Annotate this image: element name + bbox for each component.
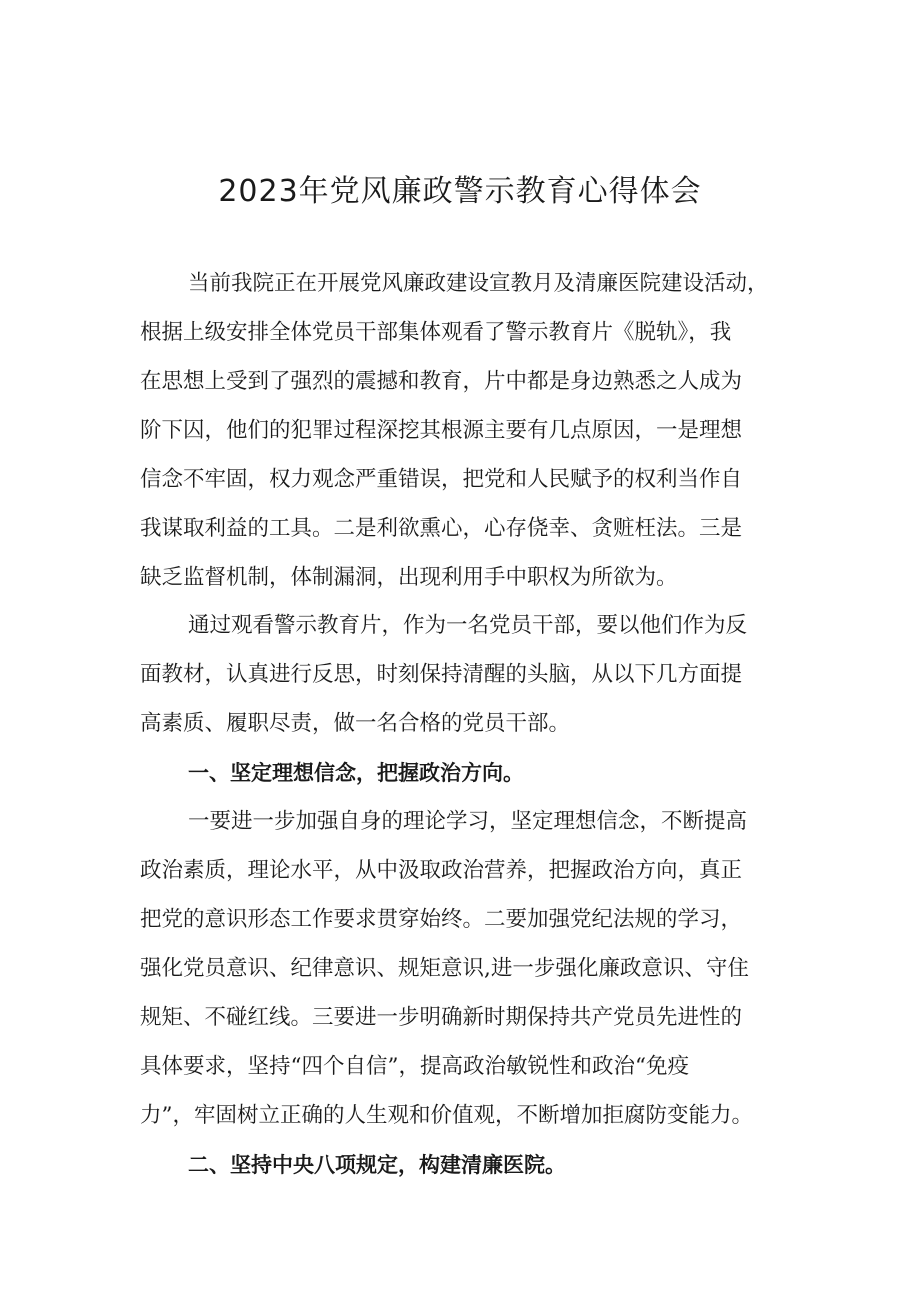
paragraph-line: 规矩、不碰红线。三要进一步明确新时期保持共产党员先进性的 xyxy=(140,1005,743,1030)
paragraph-line: 我谋取利益的工具。二是利欲熏心，心存侥幸、贪赃枉法。三是 xyxy=(140,516,743,541)
paragraph-line: 通过观看警示教育片，作为一名党员干部，要以他们作为反 xyxy=(188,613,748,638)
paragraph-line: 把党的意识形态工作要求贯穿始终。二要加强党纪法规的学习， xyxy=(140,907,743,932)
paragraph-line: 缺乏监督机制，体制漏洞，出现利用手中职权为所欲为。 xyxy=(140,565,678,590)
paragraph-line: 政治素质，理论水平，从中汲取政治营养，把握政治方向，真正 xyxy=(140,858,743,883)
paragraph-line: 阶下囚，他们的犯罪过程深挖其根源主要有几点原因，一是理想 xyxy=(140,418,743,443)
paragraph-line: 力”，牢固树立正确的人生观和价值观，不断增加拒腐防变能力。 xyxy=(140,1103,753,1128)
document-title: 2023年党风廉政警示教育心得体会 xyxy=(218,174,702,209)
paragraph-line: 根据上级安排全体党员干部集体观看了警示教育片《脱轨》，我 xyxy=(140,320,732,345)
section-heading-1: 一、坚定理想信念，把握政治方向。 xyxy=(188,761,524,785)
paragraph-line: 当前我院正在开展党风廉政建设宣教月及清廉医院建设活动， xyxy=(188,271,769,296)
paragraph-line: 面教材，认真进行反思，时刻保持清醒的头脑，从以下几方面提 xyxy=(140,662,743,687)
paragraph-line: 具体要求，坚持“四个自信”，提高政治敏锐性和政治“免疫 xyxy=(140,1054,689,1079)
paragraph-line: 高素质、履职尽责，做一名合格的党员干部。 xyxy=(140,711,571,736)
paragraph-line: 一要进一步加强自身的理论学习，坚定理想信念，不断提高 xyxy=(188,809,748,834)
paragraph-line: 在思想上受到了强烈的震撼和教育，片中都是身边熟悉之人成为 xyxy=(140,369,743,394)
section-heading-2: 二、坚持中央八项规定，构建清廉医院。 xyxy=(188,1153,566,1177)
paragraph-line: 强化党员意识、纪律意识、规矩意识,进一步强化廉政意识、守住 xyxy=(140,956,749,981)
paragraph-line: 信念不牢固，权力观念严重错误，把党和人民赋予的权利当作自 xyxy=(140,467,743,492)
